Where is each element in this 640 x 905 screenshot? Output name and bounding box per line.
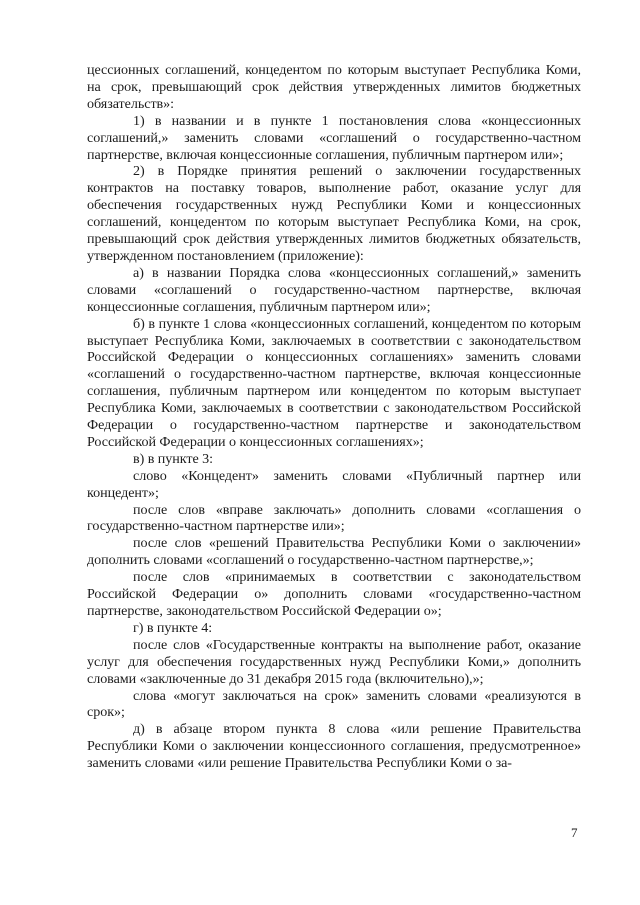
document-body bbox=[87, 62, 581, 772]
paragraph: слово «Концедент» заменить словами «Публичный партнер или концедент»; bbox=[87, 467, 581, 501]
paragraph: б) в пункте 1 слова «концессионных соглашений, концедентом по которым выступает Республика Коми, заключаемых в соответствии с законодательством Российской Федерации о концессионных соглашениях» заменить словами «соглашений о государственно-частном партнерстве, включая концессионные соглашения, публичным партнером или концедентом по которым выступает Республика Коми, заключаемых в соответствии с законодательством Российской Федерации о государственно-частном партнерстве и законодательством Российской Федерации о концессионных соглашениях»; bbox=[87, 315, 581, 450]
paragraph: а) в названии Порядка слова «концессионных соглашений,» заменить словами «соглашений о государственно-частном партнерстве, включая концессионные соглашения, публичным партнером или»; bbox=[87, 264, 581, 315]
paragraph: после слов «Государственные контракты на выполнение работ, оказание услуг для обеспечения государственных нужд Республики Коми,» дополнить словами «заключенные до 31 декабря 2015 года (включительно),»; bbox=[87, 636, 581, 687]
page-number: 7 bbox=[571, 825, 578, 840]
paragraph: цессионных соглашений, концедентом по которым выступает Республика Коми, на срок, превышающий срок действия утвержденных лимитов бюджетных обязательств»: bbox=[87, 62, 581, 112]
paragraph: 1) в названии и в пункте 1 постановления слова «концессионных соглашений,» заменить словами «соглашений о государственно-частном партнерстве, включая концессионные соглашения, публичным партнером или»; bbox=[87, 112, 581, 163]
paragraph: слова «могут заключаться на срок» заменить словами «реализуются в срок»; bbox=[87, 687, 581, 721]
paragraph: после слов «вправе заключать» дополнить словами «соглашения о государственно-частном партнерстве или»; bbox=[87, 501, 581, 535]
paragraph: д) в абзаце втором пункта 8 слова «или решение Правительства Республики Коми о заключении концессионного соглашения, предусмотренное» заменить словами «или решение Правительства Республики Коми о за- bbox=[87, 721, 581, 772]
paragraph: после слов «принимаемых в соответствии с законодательством Российской Федерации о» дополнить словами «государственно-частном партнерстве, законодательством Российской Федерации о»; bbox=[87, 569, 581, 619]
paragraph: 2) в Порядке принятия решений о заключении государственных контрактов на поставку товаров, выполнение работ, оказание услуг для обеспечения государственных нужд Республики Коми и концессионных соглашений, концедентом по которым выступает Республика Коми, на срок, превышающий срок действия утвержденных лимитов бюджетных обязательств, утвержденном постановлением (приложение): bbox=[87, 163, 581, 264]
paragraph: в) в пункте 3: bbox=[133, 450, 214, 467]
paragraph: г) в пункте 4: bbox=[133, 619, 213, 636]
paragraph: после слов «решений Правительства Республики Коми о заключении» дополнить словами «соглашений о государственно-частном партнерстве,»; bbox=[87, 535, 581, 569]
